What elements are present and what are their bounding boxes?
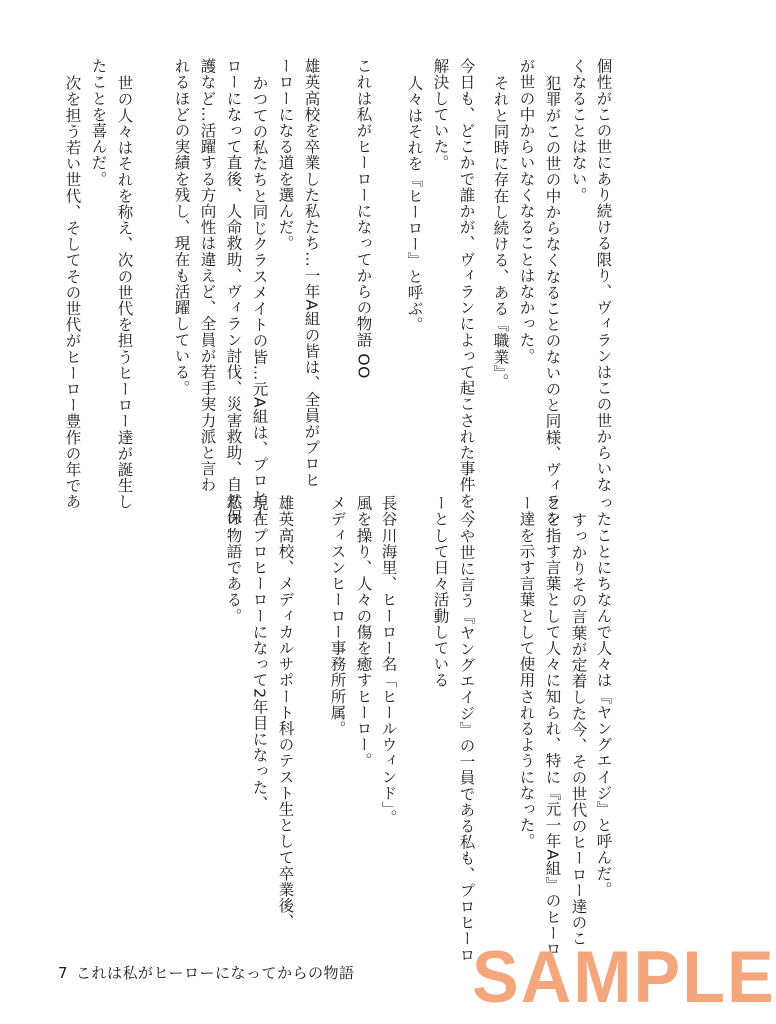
sample-watermark: SAMPLE [472,935,776,1018]
text-column: くなることはない。 [569,58,588,203]
text-column: 雄英高校を卒業した私たち…一年A組の皆は、全員がプロヒ [302,58,321,488]
text-column: 現在プロヒーローになって2年目になった、 [250,495,269,812]
text-column: ーとして日々活動している [431,495,450,689]
text-column: 犯罪がこの世の中からなくなることのないのと同様、ヴィラン [543,75,562,526]
text-column: 今日も、どこかで誰かが、ヴィランによって起こされた事件を、 [457,58,476,525]
text-column: 次を担う若い世代、そしてその世代がヒーロー豊作の年であ [63,75,82,510]
text-column: 長谷川海里、ヒーロー名「ヒールウィンド」。 [379,495,398,826]
text-column: 解決していた。 [431,58,450,171]
page-number: 7 [58,964,69,982]
text-column: 護など…活躍する方向性は違えど、全員が若手実力派と言わ [198,58,217,493]
text-column: 人々はそれを『ヒーロー』と呼ぶ。 [405,75,424,333]
text-column: たことを喜んだ。 [89,58,108,187]
text-column: かつての私たちと同じクラスメイトの皆…元A組は、プロヒー [250,75,269,521]
text-column: が世の中からいなくなることはなかった。 [517,58,536,364]
text-column: 私の物語である。 [224,495,243,624]
text-column: それと同時に存在し続ける、ある『職業』。 [491,75,510,390]
text-column: 今や世に言う『ヤングエイジ』の一員である私も、プロヒーロ [457,512,476,963]
text-column: とを指す言葉として人々に知られ、特に『元一年A組』のヒーロ [543,495,562,958]
text-column: ーローになる道を選んだ。 [276,58,295,252]
running-title: これは私がヒーローになってからの物語 [76,964,355,982]
text-column: すっかりその言葉が定着した今、その世代のヒーロー達のこ [569,512,588,947]
text-column: れるほどの実績を残し、現在も活躍している。 [172,58,191,397]
text-column: 世の人々はそれを称え、次の世代を担うヒーロー達が誕生し [115,75,134,510]
text-column: 個性がこの世にあり続ける限り、ヴィランはこの世からいな [594,58,613,493]
page-footer [58,962,354,983]
text-column: 雄英高校、メディカルサポート科のテスト生として卒業後、 [276,495,295,930]
text-column: 風を操り、人々の傷を癒すヒーロー。 [354,495,373,769]
text-column: ローになって直後、人命救助、ヴィラン討伐、災害救助、自然保 [224,58,243,525]
text-column: これは私がヒーローになってからの物語 OO [354,58,373,379]
text-column: メディスンヒーロー事務所所属。 [328,495,347,737]
text-column: ったことにちなんで人々は『ヤングエイジ』と呼んだ。 [594,495,613,898]
text-column: ー達を示す言葉として使用されるようになった。 [517,495,536,850]
